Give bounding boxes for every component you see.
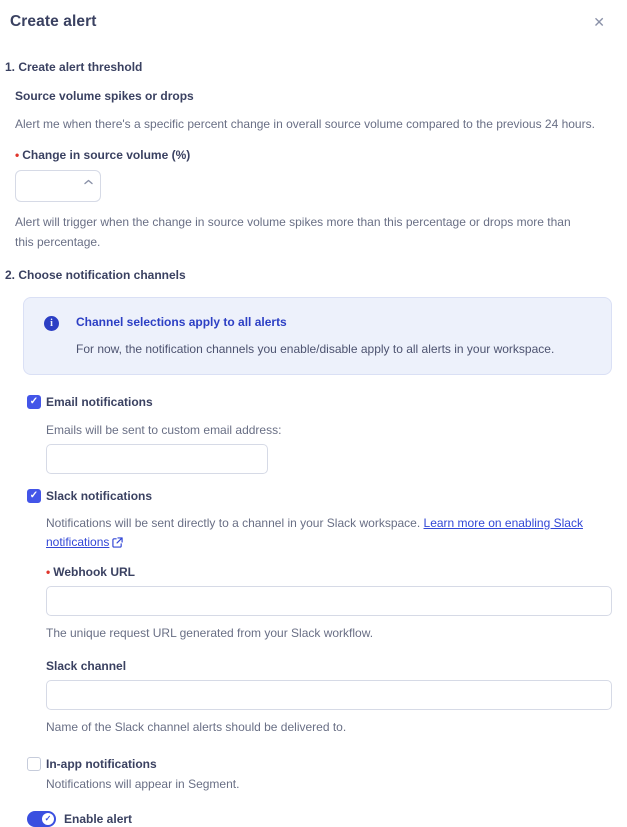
slack-notifications-row (27, 489, 612, 503)
email-help-text: Emails will be sent to custom email address: (46, 422, 282, 437)
check-icon: ✓ (29, 489, 39, 501)
alert-type-description: Alert me when there's a specific percent change in overall source volume compared to the previous 24 hours. (15, 117, 595, 131)
threshold-label: • Change in source volume (%) (15, 148, 191, 163)
required-marker: • (15, 148, 20, 163)
slack-notifications-checkbox[interactable] (27, 489, 41, 503)
inapp-notifications-label: In-app notifications (46, 756, 157, 771)
email-notifications-label: Email notifications (46, 394, 153, 409)
info-banner (23, 297, 612, 375)
threshold-input-wrap (15, 170, 101, 202)
check-icon: ✓ (44, 814, 52, 824)
alert-type-subheading: Source volume spikes or drops (15, 89, 194, 103)
section2-heading: 2. Choose notification channels (5, 267, 186, 282)
section1-heading: 1. Create alert threshold (5, 60, 143, 74)
slack-channel-help: Name of the Slack channel alerts should be delivered to. (46, 720, 347, 735)
enable-alert-toggle[interactable] (27, 811, 56, 827)
info-banner-body: For now, the notification channels you enable/disable apply to all alerts in your workspace. (76, 341, 555, 356)
modal-title: Create alert (10, 13, 97, 30)
chevron-up-icon (84, 179, 93, 185)
close-icon: ✕ (593, 14, 605, 30)
info-banner-header (44, 315, 591, 331)
webhook-url-label: • Webhook URL (46, 565, 135, 580)
enable-alert-row (27, 811, 612, 827)
inapp-help-text: Notifications will appear in Segment. (46, 776, 240, 791)
info-icon: i (44, 316, 59, 331)
email-notifications-checkbox[interactable] (27, 395, 41, 409)
check-icon: ✓ (29, 395, 39, 407)
email-address-input[interactable] (46, 444, 268, 474)
stepper-up-button[interactable] (82, 177, 94, 187)
enable-alert-label: Enable alert (64, 812, 133, 827)
slack-description: Notifications will be sent directly to a channel in your Slack workspace. Learn more on enabling Slack notifications (46, 515, 583, 550)
inapp-notifications-checkbox[interactable] (27, 757, 41, 771)
slack-learn-more-link[interactable]: Learn more on enabling Slack notifications (46, 515, 583, 550)
slack-channel-input[interactable] (46, 680, 612, 710)
close-button[interactable] (589, 13, 609, 31)
threshold-help: Alert will trigger when the change in source volume spikes more than this percentage or drops more than this percentage. (15, 215, 571, 249)
external-link-icon (112, 537, 123, 548)
webhook-url-help: The unique request URL generated from your Slack workflow. (46, 626, 374, 641)
inapp-notifications-row (27, 757, 612, 771)
webhook-url-input[interactable] (46, 586, 612, 616)
slack-notifications-label: Slack notifications (46, 488, 153, 503)
slack-channel-label: Slack channel (46, 659, 127, 674)
modal-header (0, 0, 627, 31)
modal-content (0, 60, 627, 827)
info-banner-title: Channel selections apply to all alerts (76, 314, 287, 329)
email-notifications-row (27, 395, 612, 409)
required-marker: • (46, 565, 51, 580)
toggle-knob (42, 813, 54, 825)
